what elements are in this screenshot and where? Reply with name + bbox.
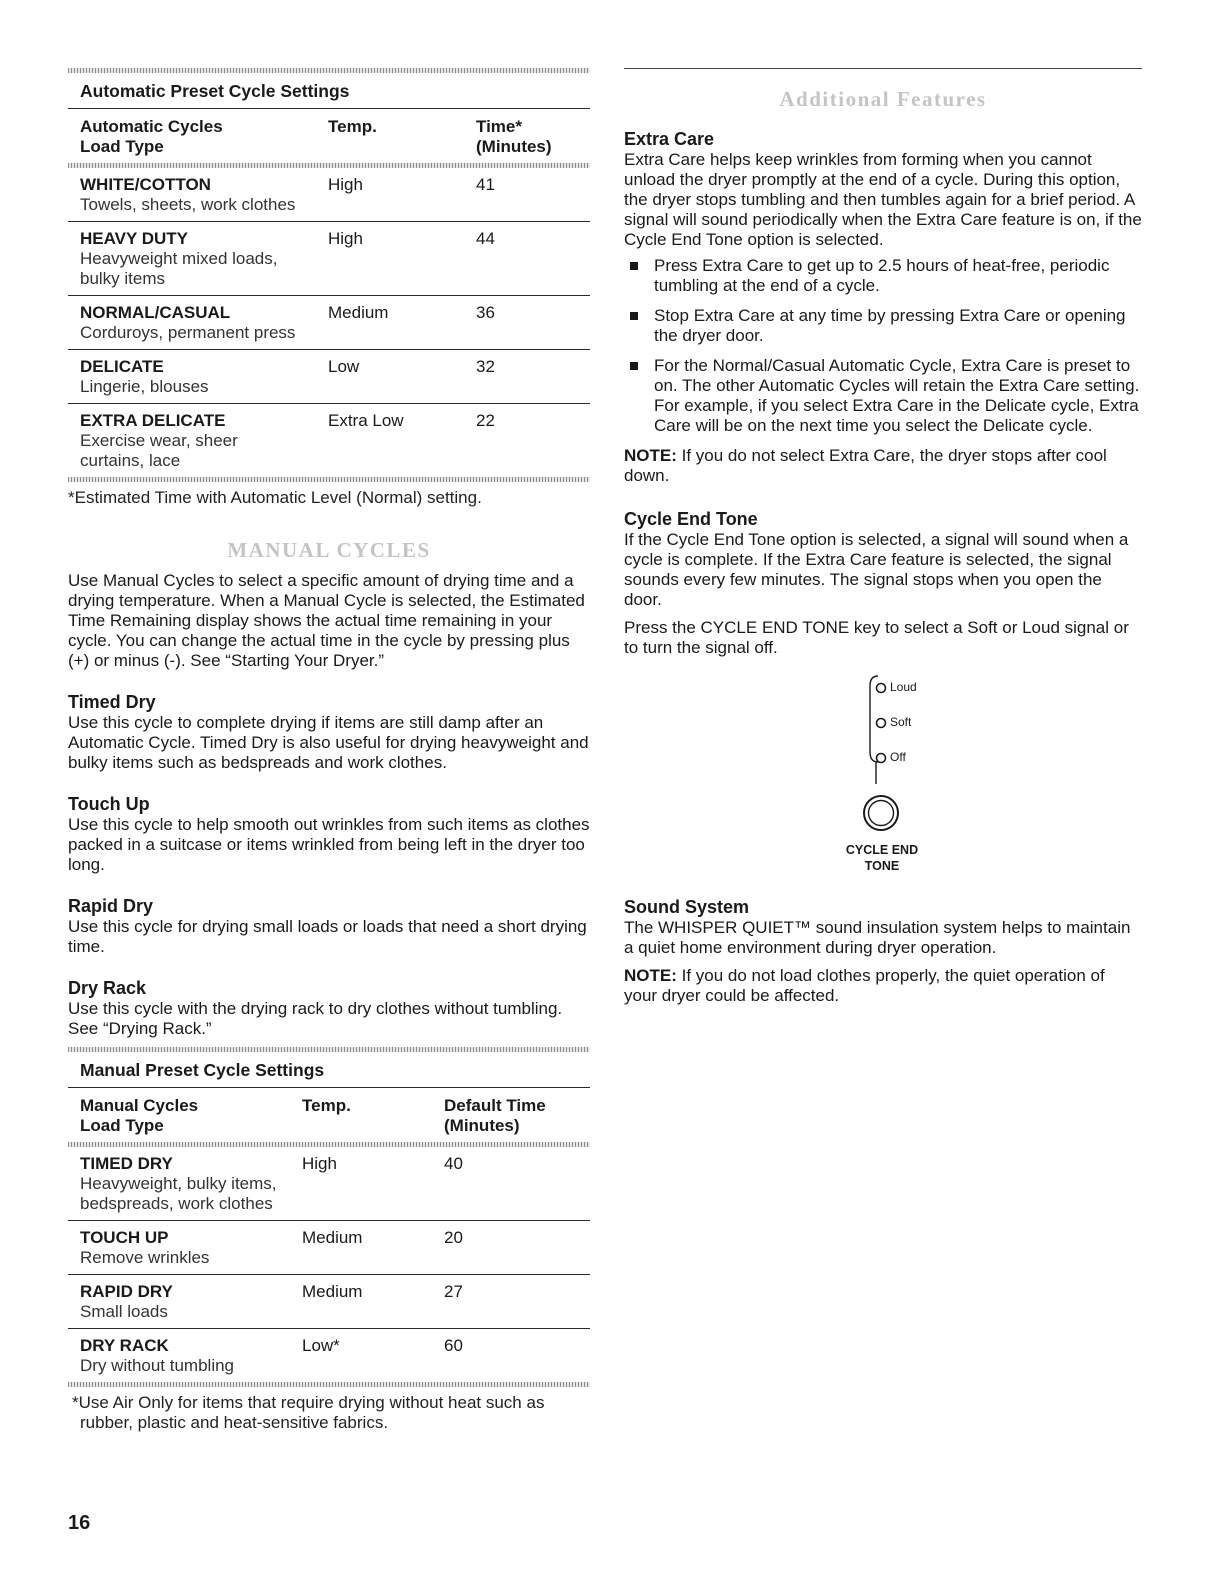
rule [624,68,1142,69]
cycle-description: Use this cycle to help smooth out wrinkles from such items as clothes packed in a suitcase or items wrinkled from being left in the dryer too long. [68,815,590,874]
cycle-temp: High [328,175,363,194]
note-text: If you do not load clothes properly, the quiet operation of your dryer could be affected. [624,966,1105,1005]
header-load-type: Load Type [80,137,164,156]
cycle-name: EXTRA DELICATE [80,411,226,430]
cycle-temp: Extra Low [328,411,404,430]
cycle-description: Use this cycle to complete drying if items are still damp after an Automatic Cycle. Timed Dry is also useful for drying heavyweight and bulky items such as bedspreads and work clothes. [68,713,589,772]
row-main-line [68,1336,590,1356]
option-loud-label: Loud [890,680,917,694]
cycle-description: Use this cycle with the drying rack to dry clothes without tumbling. See “Drying Rack.” [68,999,563,1038]
cycle-time: 41 [476,175,495,194]
left-column [68,68,590,1433]
extra-care-bullets [624,256,1142,436]
cycle-name: TOUCH UP [80,1228,169,1247]
extra-care-note [624,446,1142,486]
option-soft-label: Soft [890,715,912,729]
note-label: NOTE: [624,966,677,985]
load-type: bedspreads, work clothes [80,1194,273,1213]
cycle-heading: Dry Rack [68,978,147,998]
row-main-line [68,357,590,377]
bullet-text: Stop Extra Care at any time by pressing Extra Care or opening the dryer door. [654,306,1126,345]
bullet-text: For the Normal/Casual Automatic Cycle, Extra Care is preset to on. The other Automatic Cycles will retain the Extra Care setting. For example, if you select Extra Care in the Delicate cycle, Extra Care will be on the next time you select the Delicate cycle. [654,356,1140,435]
extra-care-heading: Extra Care [624,129,715,149]
list-item [624,256,1142,296]
load-type: Small loads [80,1302,168,1321]
right-column [624,68,1142,1006]
cycle-name: WHITE/COTTON [80,175,211,194]
row-main-line [68,303,590,323]
cycle-name: RAPID DRY [80,1282,173,1301]
cycle-time: 32 [476,357,495,376]
cycle-end-tone-diagram [624,666,1142,886]
tone-key-label [824,842,940,874]
cycle-temp: High [302,1154,337,1173]
bullet-icon [630,362,638,370]
sound-system-heading: Sound System [624,897,750,917]
label-line: CYCLE END [845,843,919,857]
table-footnote: *Estimated Time with Automatic Level (Normal) setting. [68,488,482,507]
header-time: Default Time [444,1096,546,1115]
cycle-temp: Medium [302,1228,363,1247]
table-row [68,350,590,403]
cycle-heading: Rapid Dry [68,896,154,916]
row-main-line [68,229,590,249]
load-type: Heavyweight mixed loads, [80,249,278,268]
page-number: 16 [68,1512,91,1534]
cycle-heading: Touch Up [68,794,150,814]
manual-preset-table [68,1047,590,1433]
cycle-temp: Low [328,357,360,376]
header-temp: Temp. [302,1096,351,1115]
note-label: NOTE: [624,446,677,465]
table-body [68,1147,590,1382]
load-type: Exercise wear, sheer [80,431,238,450]
cycle-name: DRY RACK [80,1336,169,1355]
load-type: Heavyweight, bulky items, [80,1174,277,1193]
tone-key-inner [869,801,894,826]
label-line: TONE [864,859,900,873]
manual-intro: Use Manual Cycles to select a specific amount of drying time and a drying temperature. When a Manual Cycle is selected, the Estimated Time Remaining display shows the actual time remaining in your cycle. You can change the actual time in the cycle by pressing plus (+) or minus (-). See “Starting Your Dryer.” [68,571,585,670]
header-minutes: (Minutes) [444,1116,520,1135]
table-body [68,168,590,477]
row-main-line [68,1282,590,1302]
table-row [68,404,590,477]
cycle-name: HEAVY DUTY [80,229,189,248]
table-row [68,1275,590,1328]
load-type: curtains, lace [80,451,181,470]
table-header-row [68,109,590,163]
led-soft [877,719,886,728]
cycle-time: 44 [476,229,495,248]
table-row [68,168,590,221]
row-main-line [68,1154,590,1174]
header-temp: Temp. [328,117,377,136]
cycle-heading: Timed Dry [68,692,156,712]
header-cycles: Automatic Cycles [80,117,223,136]
table-row [68,1147,590,1220]
cycle-time: 20 [444,1228,463,1247]
cycle-temp: High [328,229,363,248]
table-row [68,1221,590,1274]
table-row [68,296,590,349]
cycle-name: NORMAL/CASUAL [80,303,231,322]
cycle-name: TIMED DRY [80,1154,173,1173]
load-type: Dry without tumbling [80,1356,235,1375]
led-loud [877,684,886,693]
automatic-preset-table [68,68,590,508]
section-title: MANUAL CYCLES [227,538,431,562]
header-minutes: (Minutes) [476,137,552,156]
bullet-icon [630,312,638,320]
row-main-line [68,411,590,431]
sound-system-note [624,966,1142,1006]
cycle-end-tone-instructions: Press the CYCLE END TONE key to select a Soft or Loud signal or to turn the signal off. [624,618,1129,657]
table-row [68,222,590,295]
cycle-time: 36 [476,303,495,322]
extra-care-text: Extra Care helps keep wrinkles from forming when you cannot unload the dryer promptly at the end of a cycle. During this option, the dryer stops tumbling and then tumbles again for a brief period. A signal will sound periodically when the Extra Care feature is on, if the Cycle End Tone option is selected. [624,150,1142,249]
cycle-end-tone-heading: Cycle End Tone [624,509,758,529]
load-type: Corduroys, permanent press [80,323,296,342]
cycle-time: 22 [476,411,495,430]
cycle-temp: Medium [302,1282,363,1301]
option-off-label: Off [890,750,906,764]
cycle-time: 27 [444,1282,463,1301]
header-load-type: Load Type [80,1116,164,1135]
led-off [877,754,886,763]
cycle-description: Use this cycle for drying small loads or loads that need a short drying time. [68,917,587,956]
table-header-row [68,1088,590,1142]
row-main-line [68,1228,590,1248]
row-main-line [68,175,590,195]
table-title: Manual Preset Cycle Settings [80,1060,325,1080]
load-type: Towels, sheets, work clothes [80,195,296,214]
bullet-text: Press Extra Care to get up to 2.5 hours of heat-free, periodic tumbling at the end of a cycle. [654,256,1110,295]
header-time: Time* [476,117,522,136]
section-title: Additional Features [779,87,987,111]
table-row [68,1329,590,1382]
cycle-temp: Low* [302,1336,340,1355]
header-cycles: Manual Cycles [80,1096,199,1115]
load-type: bulky items [80,269,166,288]
note-text: If you do not select Extra Care, the dryer stops after cool down. [624,446,1107,485]
cycle-end-tone-text: If the Cycle End Tone option is selected, a signal will sound when a cycle is complete. If the Extra Care feature is selected, the signal sounds every few minutes. The signal stops when you open the door. [624,530,1129,609]
cycle-temp: Medium [328,303,389,322]
table-footnote: *Use Air Only for items that require drying without heat such as rubber, plastic and heat-sensitive fabrics. [72,1393,545,1432]
list-item [624,356,1142,436]
cycle-time: 40 [444,1154,463,1173]
bullet-icon [630,262,638,270]
cycle-name: DELICATE [80,357,164,376]
cycle-time: 60 [444,1336,463,1355]
load-type: Remove wrinkles [80,1248,210,1267]
table-title: Automatic Preset Cycle Settings [80,81,350,101]
manual-cycle-list [68,691,590,1039]
load-type: Lingerie, blouses [80,377,209,396]
list-item [624,306,1142,346]
sound-system-text: The WHISPER QUIET™ sound insulation system helps to maintain a quiet home environment during dryer operation. [624,918,1131,957]
